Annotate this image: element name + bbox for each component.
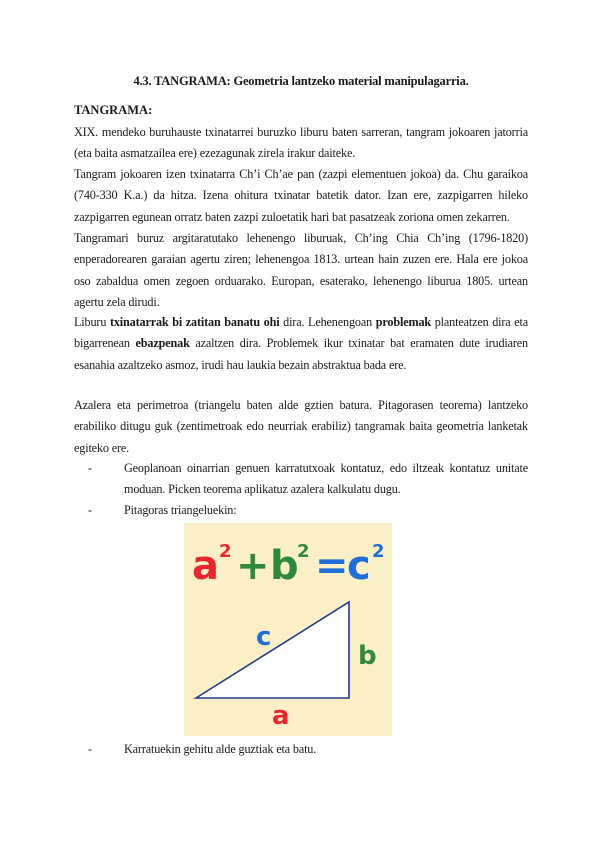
list-item — [88, 500, 528, 521]
formula-a: a — [192, 543, 219, 589]
bold-text-run: ebazpenak — [135, 336, 190, 351]
formula-b: b — [270, 543, 299, 589]
formula-c: c — [347, 543, 371, 589]
bold-text-run: txinatarrak bi zatitan banatu ohi — [109, 315, 280, 329]
bold-text-run: problemak — [375, 315, 432, 329]
formula-exponent: 2 — [372, 541, 385, 562]
list-dash: - — [88, 742, 92, 756]
list-item-text: Geoplanoan oinarrian genuen karratutxoak kontatuz, edo iltzeak kontatuz unitate moduan. Picken teorema aplikatuz azalera kalkulatu dugu. — [124, 461, 528, 497]
list-item — [88, 739, 528, 760]
text-run: Liburu — [74, 315, 110, 329]
pythagoras-figure — [184, 523, 392, 736]
paragraph-area-perimeter: Azalera eta perimetroa (triangelu baten alde gztien batura. Pitagorasen teorema) lantzeko erabiliko ditugu guk (zentimetroak edo neurriak erabiliz) tangramak baita geometria lanketak egiteko ere. — [74, 398, 528, 455]
formula-exponent: 2 — [297, 541, 310, 562]
list-dash: - — [88, 461, 92, 475]
paragraph-book-structure — [74, 312, 528, 376]
list-item-text: Karratuekin gehitu alde guztiak eta batu. — [124, 742, 317, 756]
hypotenuse-label-c: c — [256, 622, 272, 652]
list-item — [88, 458, 528, 501]
formula-exponent: 2 — [219, 541, 232, 562]
paragraph-first-books: Tangramari buruz argitaratutako lehenengo liburuak, Ch’ing Chia Ch’ing (1796-1820) enperadorearen garaian agertu ziren; lehenengoa 1813. urtean hain zuzen ere. Hala ere jokoa oso zabaldua omen zegoen orduarako. Europan, esaterako, lehenengo liburua 1805. urtean agertu zela dirudi. — [74, 231, 528, 309]
list-item-text: Pitagoras triangeluekin: — [124, 503, 237, 517]
formula-plus: + — [236, 543, 270, 589]
formula-equals: = — [315, 543, 349, 589]
paragraph-name-origin: Tangram jokoaren izen txinatarra Ch’i Ch’ae pan (zazpi elementuen jokoa) da. Chu garaikoa (740-330 K.a.) da hitza. Izena ohitura txinatar batetik dator. Izan ere, zazpigarren hileko zazpigarren egunean orratz baten zazpi zuloetatik hari bat pasatzeak zoriona omen zekarren. — [74, 167, 528, 224]
text-run: planteatzen dira eta bigarrenean — [74, 315, 528, 351]
list-dash: - — [88, 503, 92, 517]
side-label-b: b — [358, 641, 377, 671]
text-run: dira. Lehenengoan — [279, 315, 376, 329]
base-label-a: a — [272, 701, 290, 731]
section-title: 4.3. TANGRAMA: Geometria lantzeko material manipulagarria. — [133, 74, 469, 88]
pythagoras-diagram — [184, 523, 392, 736]
paragraph-intro: XIX. mendeko buruhauste txinatarrei buruzko liburu baten sarreran, tangram jokoaren jatorria (eta baita asmatzailea ere) ezezagunak zirela irakur daiteke. — [74, 125, 528, 161]
right-triangle — [196, 602, 349, 698]
section-heading: TANGRAMA: — [74, 103, 153, 117]
text-run: azaltzen dira. Problemek ikur txinatar bat eramaten dute irudiaren esanahia azaltzeko asmoz, irudi hau laukia bezain abstraktua bada ere. — [74, 336, 528, 372]
